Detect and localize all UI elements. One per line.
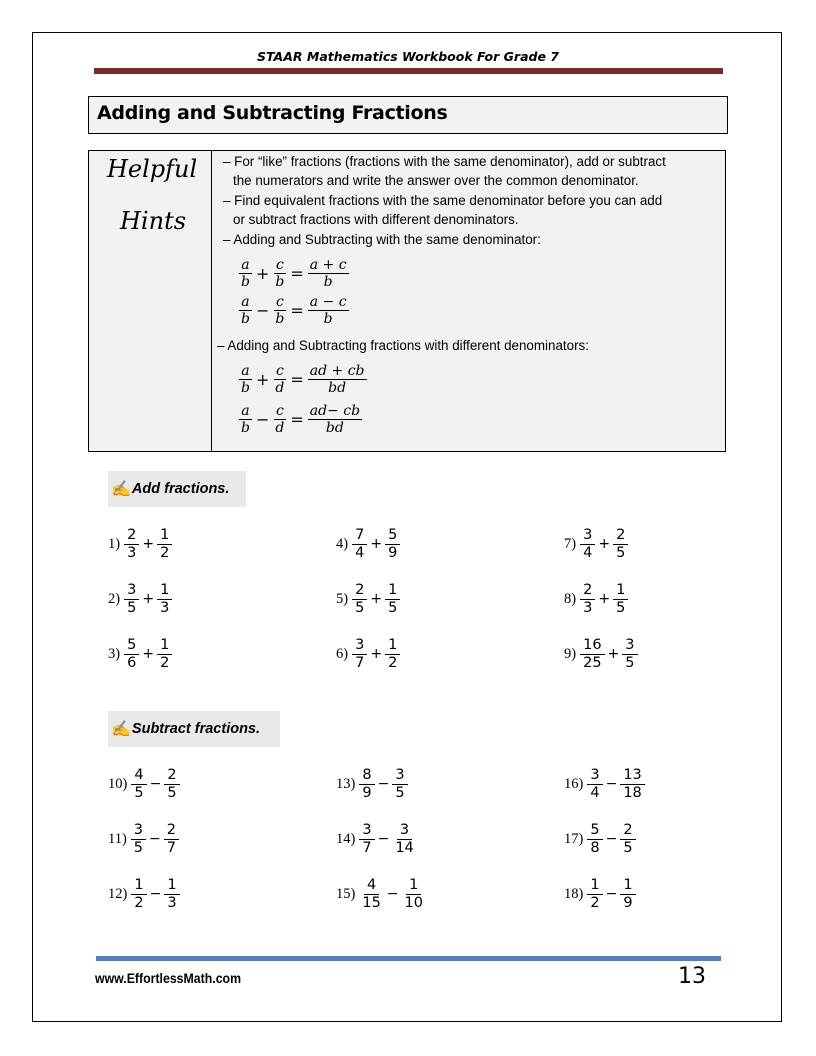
page-number: 13: [678, 964, 706, 989]
problem-number: 9): [564, 645, 577, 662]
fraction: $\frac{5}{8}$: [587, 822, 602, 856]
problem-number: 5): [336, 590, 349, 607]
fraction: $\frac{1}{2}$: [587, 877, 602, 911]
problem-number: 17): [564, 830, 584, 847]
exercise-problem: [564, 637, 638, 671]
fraction: $\frac{2}{3}$: [580, 582, 595, 616]
formula-add-same: $\frac{a}{b}$ + $\frac{c}{b}$ = $\frac{a + c}{b}$: [241, 257, 347, 291]
hint-word-helpful: Helpful: [107, 155, 198, 183]
hint-line: – Find equivalent fractions with the same denominator before you can add: [223, 193, 663, 208]
fraction: $\frac{2}{5}$: [613, 527, 628, 561]
hint-line: – Adding and Subtracting with the same denominator:: [223, 232, 541, 247]
fraction: $\frac{3}{7}$: [359, 822, 374, 856]
fraction: $\frac{1}{2}$: [157, 637, 172, 671]
fraction: $\frac{1}{2}$: [131, 877, 146, 911]
fraction: $\frac{4}{5}$: [131, 767, 146, 801]
exercise-problem: [336, 637, 400, 671]
operator: +: [370, 536, 383, 553]
header-bar: [94, 68, 723, 74]
operator: −: [377, 776, 390, 793]
exercise-problem: [108, 637, 172, 671]
fraction: $\frac{16}{25}$: [580, 637, 604, 671]
formula-subtract-same: $\frac{a}{b}$ − $\frac{c}{b}$ = $\frac{a - c}{b}$: [241, 294, 347, 328]
operator: +: [598, 536, 611, 553]
formula-add-different: $\frac{a}{b}$ + $\frac{c}{d}$ = $\frac{ad + cb}{bd}$: [241, 363, 365, 397]
exercise-problem: [336, 877, 426, 911]
exercise-problem: [336, 822, 417, 856]
fraction: $\frac{4}{15}$: [362, 877, 381, 911]
hint-line: or subtract fractions with different denominators.: [233, 212, 519, 227]
pencil-writing-icon: ✍: [111, 481, 131, 498]
fraction: $\frac{2}{5}$: [164, 767, 179, 801]
operator: −: [386, 886, 399, 903]
problem-number: 7): [564, 535, 577, 552]
section-title: Adding and Subtracting Fractions: [97, 102, 448, 124]
hints-divider: [89, 151, 212, 451]
operator: −: [605, 886, 618, 903]
operator: +: [142, 591, 155, 608]
hint-line: – For “like” fractions (fractions with the same denominator), add or subtract: [223, 154, 666, 169]
subtract-fractions-heading: [108, 711, 280, 747]
fraction: $\frac{3}{5}$: [131, 822, 146, 856]
helpful-hints-box: [88, 150, 726, 452]
problem-number: 8): [564, 590, 577, 607]
fraction: $\frac{1}{2}$: [385, 637, 400, 671]
formula-subtract-different: $\frac{a}{b}$ − $\frac{c}{d}$ = $\frac{ad- cb}{bd}$: [241, 403, 361, 437]
exercise-problem: [336, 582, 400, 616]
hint-line: – Adding and Subtracting fractions with different denominators:: [217, 338, 589, 353]
fraction: $\frac{2}{5}$: [352, 582, 367, 616]
problem-number: 4): [336, 535, 349, 552]
operator: +: [598, 591, 611, 608]
add-fractions-heading: [108, 471, 246, 507]
section-title-box: [88, 96, 728, 134]
fraction: $\frac{1}{3}$: [157, 582, 172, 616]
fraction: $\frac{1}{3}$: [164, 877, 179, 911]
problem-number: 10): [108, 775, 128, 792]
fraction: $\frac{3}{7}$: [352, 637, 367, 671]
exercise-problem: [564, 527, 628, 561]
fraction: $\frac{3}{4}$: [587, 767, 602, 801]
fraction: $\frac{1}{9}$: [620, 877, 635, 911]
footer-bar: [96, 956, 721, 961]
fraction: $\frac{2}{5}$: [620, 822, 635, 856]
exercise-problem: [336, 527, 400, 561]
fraction: $\frac{3}{5}$: [124, 582, 139, 616]
add-fractions-heading-text: Add fractions.: [131, 481, 230, 497]
exercise-problem: [564, 877, 636, 911]
fraction: $\frac{3}{4}$: [580, 527, 595, 561]
fraction: $\frac{3}{14}$: [395, 822, 414, 856]
problem-number: 13): [336, 775, 356, 792]
operator: −: [149, 831, 161, 848]
exercise-problem: [108, 877, 180, 911]
fraction: $\frac{1}{5}$: [385, 582, 400, 616]
fraction: $\frac{2}{7}$: [164, 822, 179, 856]
operator: −: [377, 831, 390, 848]
exercise-problem: [564, 582, 628, 616]
problem-number: 6): [336, 645, 349, 662]
problem-number: 14): [336, 830, 356, 847]
problem-number: 1): [108, 535, 121, 552]
exercise-problem: [564, 767, 645, 801]
problem-number: 11): [108, 830, 127, 847]
header-title: STAAR Mathematics Workbook For Grade 7: [257, 49, 559, 64]
problem-number: 2): [108, 590, 121, 607]
subtract-fractions-heading-text: Subtract fractions.: [131, 721, 261, 737]
operator: +: [607, 646, 620, 663]
operator: −: [149, 886, 162, 903]
problem-number: 18): [564, 885, 584, 902]
fraction: $\frac{5}{6}$: [124, 637, 139, 671]
fraction: $\frac{1}{5}$: [613, 582, 628, 616]
exercise-problem: [108, 582, 172, 616]
exercise-problem: [564, 822, 636, 856]
fraction: $\frac{3}{5}$: [622, 637, 637, 671]
footer-url[interactable]: www.EffortlessMath.com: [95, 970, 242, 986]
problem-number: 3): [108, 645, 121, 662]
operator: +: [370, 646, 383, 663]
exercise-problem: [108, 767, 180, 801]
operator: +: [142, 536, 155, 553]
operator: −: [605, 831, 618, 848]
fraction: $\frac{3}{5}$: [392, 767, 407, 801]
problem-number: 16): [564, 775, 584, 792]
fraction: $\frac{7}{4}$: [352, 527, 367, 561]
exercise-problem: [108, 822, 179, 856]
problem-number: 12): [108, 885, 128, 902]
operator: +: [142, 646, 155, 663]
fraction: $\frac{1}{2}$: [157, 527, 172, 561]
fraction: $\frac{13}{18}$: [620, 767, 644, 801]
fraction: $\frac{2}{3}$: [124, 527, 139, 561]
problem-number: 15): [336, 885, 356, 902]
fraction: $\frac{1}{10}$: [404, 877, 423, 911]
exercise-problem: [336, 767, 408, 801]
operator: −: [605, 776, 618, 793]
operator: +: [370, 591, 383, 608]
pencil-writing-icon: ✍: [111, 721, 131, 738]
hint-word-hints: Hints: [120, 207, 187, 235]
fraction: $\frac{5}{9}$: [385, 527, 400, 561]
hint-line: the numerators and write the answer over the common denominator.: [233, 173, 639, 188]
fraction: $\frac{8}{9}$: [359, 767, 374, 801]
exercise-problem: [108, 527, 172, 561]
operator: −: [149, 776, 162, 793]
